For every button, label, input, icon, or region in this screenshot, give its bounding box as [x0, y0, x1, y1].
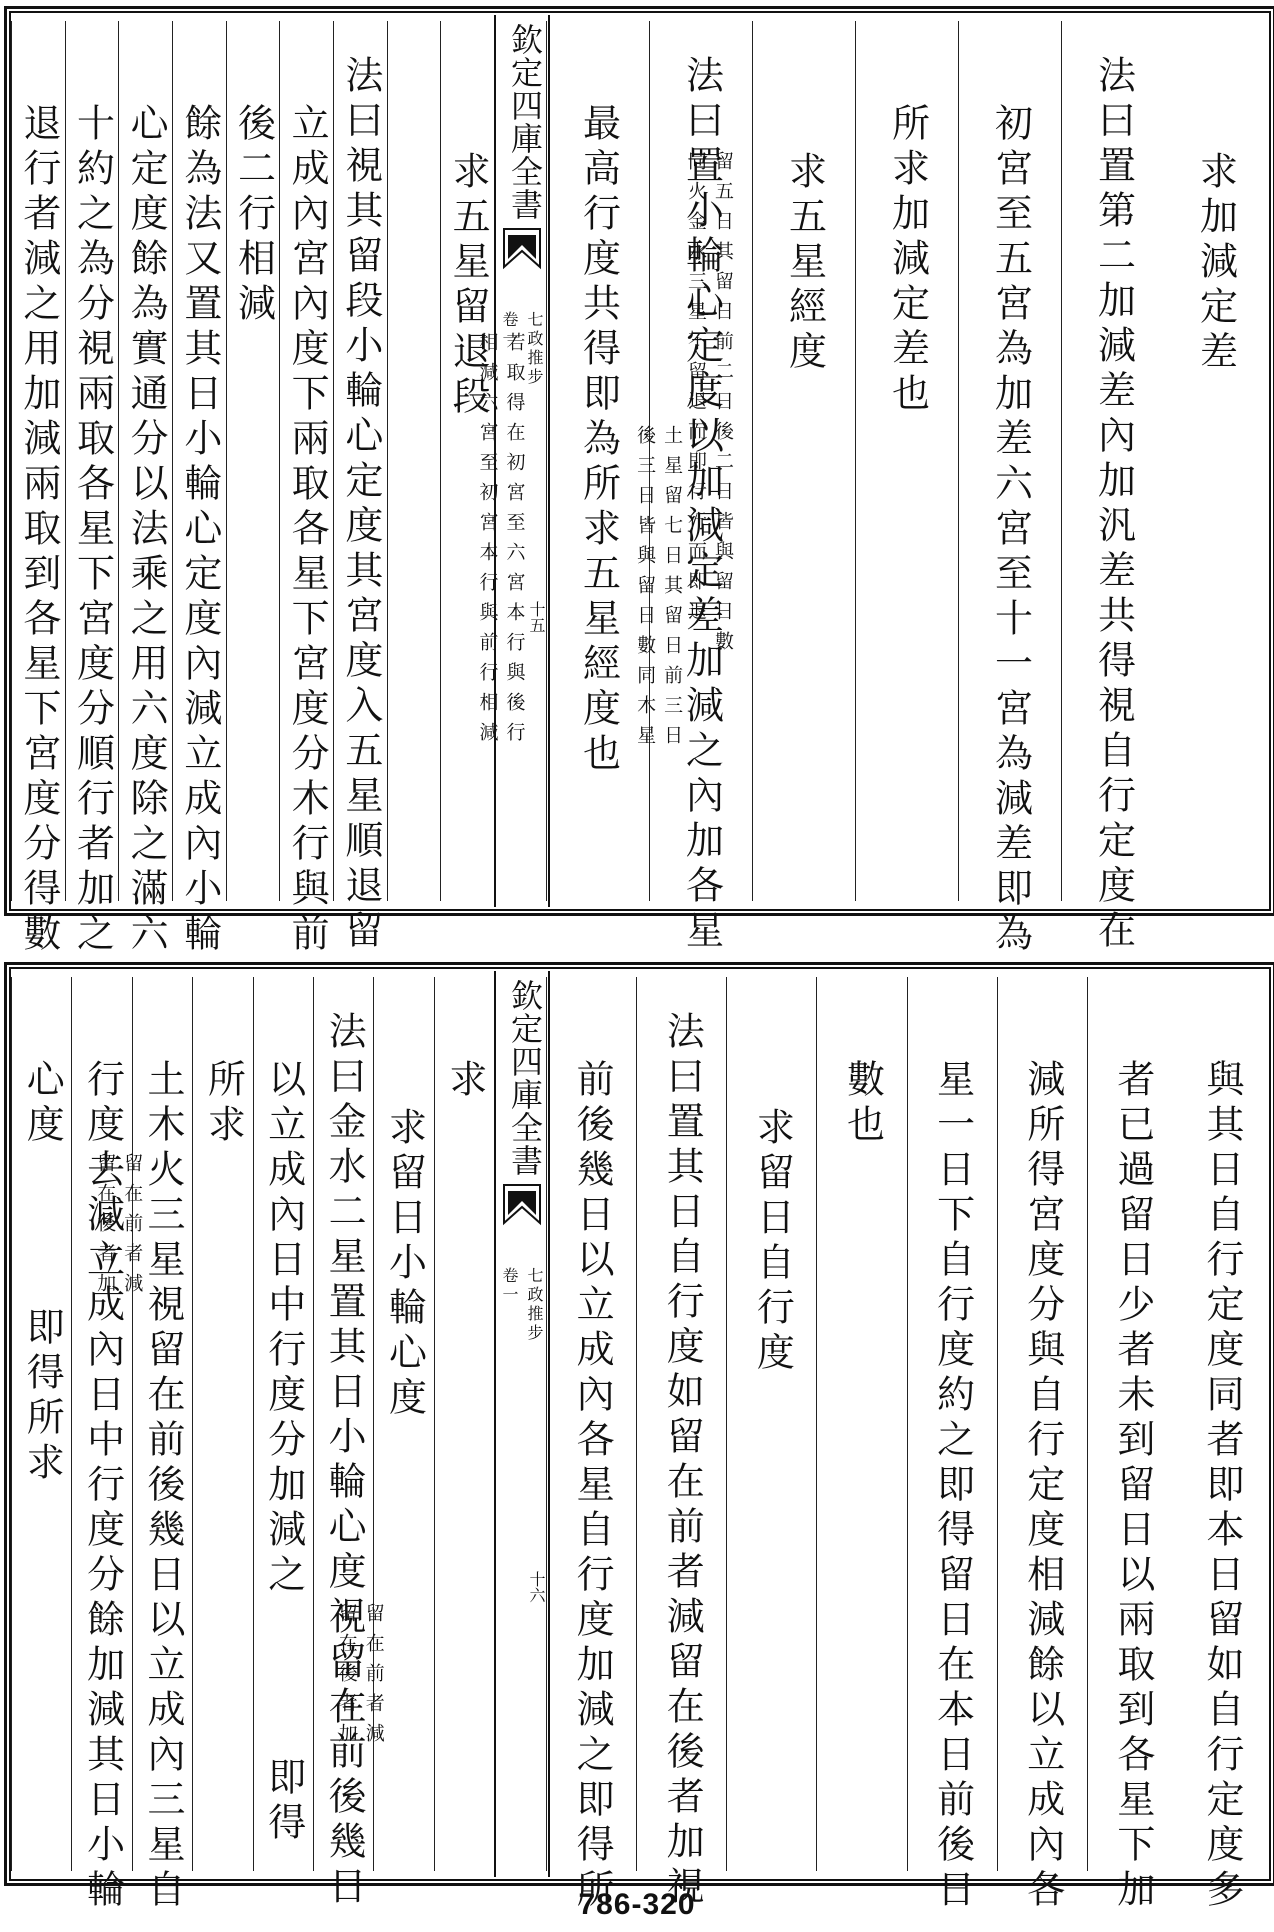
juan-section	[496, 1267, 548, 1343]
column-text: 求加減定差	[1193, 151, 1238, 376]
column-text: 初宮至五宮為加差六宮至十一宮為減差即為	[988, 103, 1033, 958]
juan-section	[496, 311, 548, 387]
text-column	[65, 21, 120, 958]
text-column	[636, 977, 727, 1911]
book-title: 欽定四庫全書	[506, 23, 544, 221]
column-text: 前後幾日以立成內各星自行度加減之即得所	[570, 1059, 615, 1914]
folio-number: 十六	[527, 1571, 546, 1603]
text-column	[958, 21, 1062, 958]
column-text: 立成內宮內度下兩取各星下宮度分木行與前	[285, 103, 330, 958]
folio-number: 十五	[527, 601, 546, 633]
column-text: 法曰置第二加減差內加汎差共得視自行定度在	[1091, 55, 1136, 955]
center-margin-column	[494, 971, 550, 1877]
column-text: 心度	[20, 1059, 65, 1149]
annotation-line: 若取得在初宮至六宮本行與後行	[503, 332, 526, 752]
column-text: 最高行度共得即為所求五星經度也	[576, 103, 621, 778]
section-name: 七政推步	[525, 311, 544, 387]
column-text: 土木火三星視留在前後幾日以立成內三星自	[140, 1059, 185, 1914]
text-column	[1177, 977, 1267, 1914]
column-text: 求五星留退段	[446, 151, 491, 421]
annotation-line: 後三日皆與留日數同木星	[634, 425, 657, 755]
annotation-line: 土星留七日其留日前三日	[661, 425, 684, 755]
page-number: 786-320	[578, 1888, 696, 1921]
column-text: 行度去減立成內日中行度分餘加減其日小輪	[80, 1059, 125, 1914]
text-column	[752, 21, 856, 901]
column-text: 數也	[840, 1059, 885, 1149]
text-column	[546, 977, 637, 1914]
book-title: 欽定四庫全書	[506, 979, 544, 1177]
fish-tail-icon	[502, 1183, 542, 1243]
juan-number: 卷一	[500, 1267, 519, 1305]
text-column	[71, 977, 132, 1914]
text-column	[816, 977, 907, 1871]
column-text: 退行者減之用加減兩取到各星下宮度分得數	[16, 103, 61, 958]
column-text: 求留日自行度	[750, 1107, 795, 1377]
column-text: 後二行相減	[231, 103, 276, 328]
column-text: 星一日下自行度約之即得留日在本日前後日	[930, 1059, 975, 1914]
column-text: 餘為法又置其日小輪心定度內減立成內小輪	[177, 103, 222, 958]
annotation-line: 相減六宮至初宮本行與前行相減	[476, 332, 499, 752]
column-text: 心定度餘為實通分以法乘之用六度除之滿六	[124, 103, 169, 958]
text-column	[132, 977, 193, 1914]
annotation-line: 同火金水三星不留退而即行行而即退	[684, 151, 707, 631]
column-text: 所求加減定差也	[885, 103, 930, 418]
column-text-tail: 即得所求	[20, 1307, 65, 1487]
column-text: 所求	[201, 1059, 246, 1149]
center-margin-column	[494, 15, 550, 907]
text-column	[11, 21, 66, 958]
column-text: 法曰視其留段小輪心定度其宮度入五星順退留	[338, 55, 383, 955]
text-column	[1087, 977, 1178, 1914]
column-text: 求留日小輪心度	[382, 1107, 427, 1422]
text-column	[1164, 21, 1267, 901]
column-text: 法曰金水二星置其日小輪心度視留在前後幾日	[322, 1011, 367, 1911]
juan-number: 卷一	[500, 311, 519, 349]
text-column	[192, 977, 253, 1871]
column-text: 與其日自行定度同者即本日留如自行定度多	[1199, 1059, 1244, 1914]
annotation-line: 留在前者減	[362, 1603, 385, 1753]
annotation-note	[0, 1153, 144, 1303]
text-column	[855, 21, 959, 901]
text-column	[118, 21, 173, 958]
annotation-line: 留在後者加	[94, 1153, 117, 1303]
column-text: 法曰置小輪心定度以加減定差加減之內加各星	[679, 55, 724, 955]
fish-tail-icon	[502, 227, 542, 287]
column-text: 求五星經度	[782, 151, 827, 376]
column-text: 十約之為分視兩取各星下宮度分順行者加之	[70, 103, 115, 958]
column-text: 以立成內日中行度分加減之	[261, 1059, 306, 1599]
page-top	[4, 6, 1274, 958]
section-name: 七政推步	[525, 1267, 544, 1343]
annotation-line: 留在後者加	[335, 1603, 358, 1753]
text-column	[434, 977, 495, 1871]
text-column	[997, 977, 1088, 1914]
annotation-line: 留五日其留日前二日後二日皆與留日數	[711, 151, 734, 661]
column-text: 者已過留日少者未到留日以兩取到各星下加	[1110, 1059, 1155, 1914]
column-text: 減所得宮度分與自行定度相減餘以立成內各	[1020, 1059, 1065, 1914]
text-column	[726, 977, 817, 1871]
text-column	[172, 21, 227, 958]
text-column	[1061, 21, 1165, 955]
text-column	[907, 977, 998, 1914]
annotation-line: 留在前者減	[121, 1153, 144, 1303]
column-text: 求	[442, 1059, 487, 1104]
column-text: 法曰置其日自行度如留在前者減留在後者加視	[660, 1011, 705, 1911]
column-text-tail: 即得	[261, 1757, 306, 1847]
